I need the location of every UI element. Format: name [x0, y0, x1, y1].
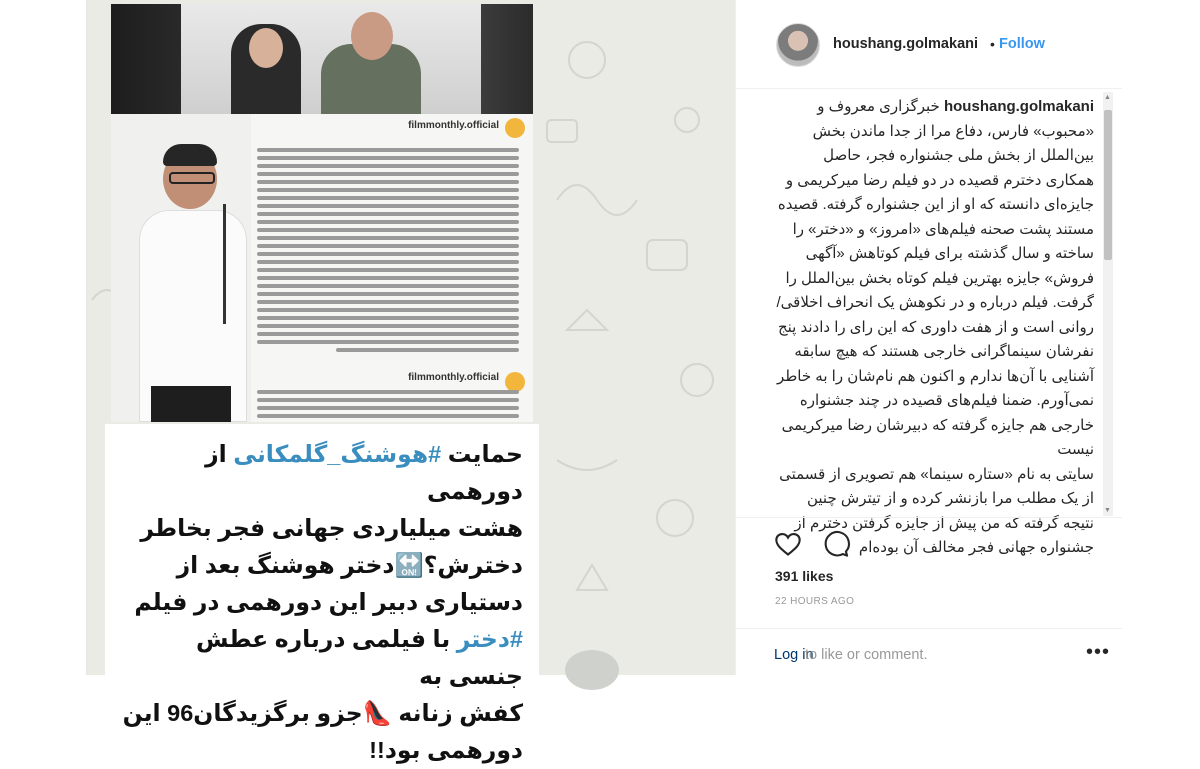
- speaker-photo: [111, 114, 251, 422]
- woman-face: [249, 28, 283, 68]
- login-prompt: [736, 628, 1122, 677]
- caption-image-text: حمایت #هوشنگ_گلمکانی از دورهمی هشت میلیاردی جهانی فجر بخاطر دخترش؟🔛دختر هوشنگ بعد از دستیاری دبیر این دورهمی در فیلم #دختر با فیلمی درباره عطش جنسی به کفش زنانه 👠جزو برگزیدگان96 این دورهمی بود!!: [122, 441, 523, 763]
- speaker-glasses: [169, 172, 215, 184]
- scrollbar-thumb[interactable]: [1104, 110, 1112, 260]
- like-count[interactable]: 391 likes: [775, 568, 834, 584]
- heart-icon[interactable]: [774, 530, 802, 558]
- avatar[interactable]: [776, 23, 820, 67]
- speaker-pants: [151, 386, 231, 422]
- post-actions: [736, 517, 1122, 676]
- article-screenshot: [111, 114, 533, 422]
- username-link[interactable]: houshang.golmakani: [833, 36, 979, 52]
- man-face: [351, 12, 393, 60]
- comment-bubble-icon[interactable]: [822, 530, 850, 558]
- caption-image-card: [105, 424, 539, 763]
- media-scroll-badge: [565, 650, 619, 690]
- login-prompt-text: to like or comment.: [805, 647, 928, 663]
- post-media[interactable]: [87, 0, 735, 763]
- separator-dot: •: [990, 36, 995, 52]
- article-account-name: filmmonthly.official: [408, 120, 499, 131]
- microphone-stand: [223, 204, 242, 324]
- scroll-down-icon[interactable]: ▼: [1104, 507, 1111, 514]
- article-account-name: filmmonthly.official: [408, 372, 499, 383]
- comment-username[interactable]: houshang.golmakani: [943, 98, 1094, 115]
- more-options-icon[interactable]: •••: [1086, 641, 1111, 663]
- comment-list[interactable]: [774, 95, 1094, 556]
- article-text-block: [257, 144, 519, 356]
- comment-scrollbar[interactable]: [1103, 92, 1113, 516]
- post-timestamp[interactable]: 22 HOURS AGO: [775, 596, 855, 607]
- post-sidebar: [735, 0, 1122, 675]
- article-text-block: [257, 386, 519, 422]
- login-link[interactable]: Log in: [774, 647, 814, 663]
- follow-button[interactable]: Follow: [999, 36, 1045, 52]
- event-photo: [111, 4, 533, 114]
- scroll-up-icon[interactable]: ▲: [1104, 94, 1111, 101]
- comment-text: خبرگزاری معروف و «محبوب» فارس، دفاع مرا از جدا ماندن بخش بین‌الملل از بخش ملی جشنواره فجر، حاصل همکاری دخترم قصیده در دو فیلم رضا میرکریمی و جایزه‌ای دانسته که او از این جشنواره گرفته. قصیده مستند پشت صحنه فیلم‌های «امروز» و «دختر» را ساخته و سال گذشته برای فیلم کوتاهش «آگهی فروش» جایزه بهترین فیلم کوتاه بخش بین‌الملل را گرفت. فیلم درباره و در نکوهش یک انحراف اخلاقی/ روانی است و از هفت داوری که این رای را دادند پنج نفرشان سینماگرانی خارجی هستند که هیچ سابقه آشنایی با آن‌ها ندارم و اکنون هم نام‌شان را به خاطر نمی‌آورم. ضمنا فیلم‌های قصیده در چند جشنواره خارجی هم جایزه گرفته که دبیرشان رضا میرکریمی نیست سایتی به نام «ستاره سینما» هم تصویری از قسمتی از یک مطلب مرا بازنشر کرده و از تیترش چنین نتیجه گرفته که من پیش از جایزه گرفتن دخترم از جشنواره جهانی فجر مخالف آن بوده‌ام: [776, 98, 1094, 556]
- post-header: [736, 0, 1122, 89]
- speaker-hair: [163, 144, 217, 166]
- account-logo-icon: [505, 118, 525, 138]
- instagram-post: [86, 0, 1122, 763]
